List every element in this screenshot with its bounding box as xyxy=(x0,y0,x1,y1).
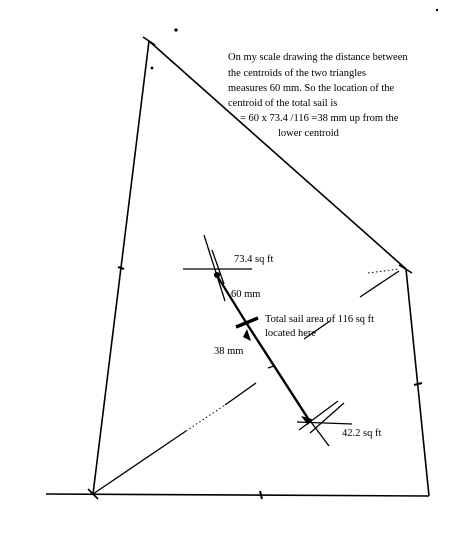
diagonal-segment-2 xyxy=(225,383,256,405)
upper-centroid-arc xyxy=(204,235,225,301)
total-area-label-line2: located here xyxy=(265,328,317,339)
note-line-6: lower centroid xyxy=(278,128,339,139)
total-area-label-line1: Total sail area of 116 sq ft xyxy=(265,314,375,325)
diagonal-segment-4 xyxy=(360,271,399,297)
lower-tick-mark xyxy=(268,366,274,368)
diagonal-division-line xyxy=(93,271,399,494)
note-line-5: = 60 x 73.4 /116 =38 mm up from the xyxy=(240,113,399,124)
note-line-1: On my scale drawing the distance between xyxy=(228,52,408,63)
speck-left xyxy=(151,67,154,70)
lower-centroid-horizontal xyxy=(297,422,352,424)
speck-top xyxy=(174,28,177,31)
explanation-note xyxy=(228,52,408,139)
note-line-4: centroid of the total sail is xyxy=(228,98,338,109)
foot-midpoint-mark xyxy=(260,491,262,499)
arrow-head-38mm xyxy=(243,329,251,341)
diagonal-segment-1 xyxy=(93,431,186,494)
diagonal-dot-segment-1 xyxy=(186,405,225,431)
luff-midpoint-mark xyxy=(118,267,124,269)
distance-38-label: 38 mm xyxy=(214,346,244,357)
note-line-3: measures 60 mm. So the location of the xyxy=(228,83,395,94)
lower-leech-midpoint-mark xyxy=(414,383,422,385)
upper-area-label: 73.4 sq ft xyxy=(234,254,274,265)
diagonal-dot-segment-2 xyxy=(368,269,399,273)
distance-60-label: 60 mm xyxy=(231,289,261,300)
lower-centroid-construction xyxy=(297,401,352,446)
leech-lower-edge xyxy=(406,269,429,496)
foot-edge xyxy=(46,494,429,496)
lower-area-label: 42.2 sq ft xyxy=(342,428,382,439)
speck-top-right xyxy=(436,9,438,11)
upper-centroid-dot xyxy=(214,272,220,278)
edge-midpoint-marks xyxy=(118,267,422,499)
note-line-2: the centroids of the two triangles xyxy=(228,68,366,79)
